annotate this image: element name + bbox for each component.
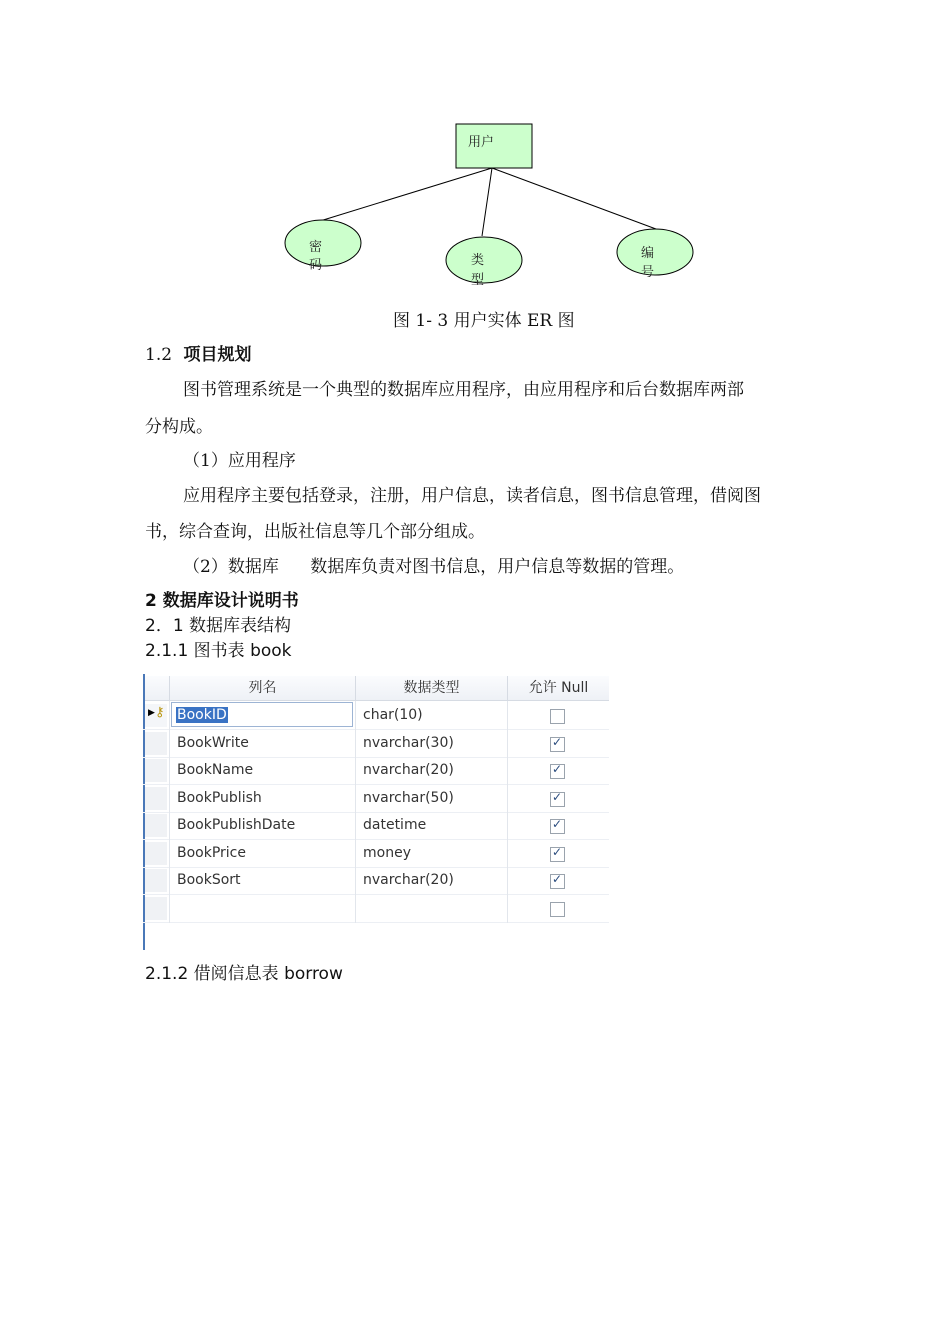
user-entity-er-diagram: [270, 118, 710, 298]
er-attr-number-line2: 号: [641, 265, 655, 280]
row-selector[interactable]: [145, 869, 167, 892]
er-attr-password-ellipse: [285, 220, 361, 266]
er-link-type: [482, 168, 492, 236]
current-row-arrow-icon: ▶: [148, 708, 155, 718]
allow-null-checkbox-checked[interactable]: [550, 764, 565, 779]
allow-null-checkbox-checked[interactable]: [550, 847, 565, 862]
data-type-cell[interactable]: nvarchar(20): [363, 762, 454, 778]
list-item-database-text: 数据库负责对图书信息，用户信息等数据的管理。: [310, 557, 685, 577]
er-attr-password-line2: 码: [309, 258, 323, 273]
row-selector[interactable]: [145, 759, 167, 782]
primary-key-icon: ⚷: [155, 705, 165, 720]
allow-null-checkbox-checked[interactable]: [550, 874, 565, 889]
header-row-selector: [145, 676, 169, 701]
table-row[interactable]: [143, 840, 609, 868]
header-data-type[interactable]: 数据类型: [355, 676, 507, 701]
row-selector[interactable]: [145, 897, 167, 920]
allow-null-checkbox[interactable]: [550, 709, 565, 724]
column-name-cell[interactable]: BookPublishDate: [177, 817, 296, 833]
header-allow-null[interactable]: 允许 Null: [507, 676, 609, 701]
column-divider: [507, 701, 508, 923]
row-selector[interactable]: [145, 814, 167, 837]
para2-line2: 书，综合查询，出版社信息等几个部分组成。: [145, 522, 485, 542]
row-selector[interactable]: [145, 732, 167, 755]
table-row[interactable]: [143, 895, 609, 923]
para1-line1: 图书管理系统是一个典型的数据库应用程序，由应用程序和后台数据库两部: [183, 380, 744, 400]
table-row[interactable]: [143, 757, 609, 785]
er-attr-number-ellipse: [617, 229, 693, 275]
allow-null-checkbox-checked[interactable]: [550, 737, 565, 752]
table-row[interactable]: [143, 867, 609, 895]
list-item-application: （1）应用程序: [183, 451, 296, 471]
column-divider: [355, 701, 356, 923]
er-attr-type-line2: 型: [471, 273, 485, 288]
row-selector[interactable]: [145, 704, 167, 727]
data-type-cell[interactable]: nvarchar(20): [363, 872, 454, 888]
table-row[interactable]: [143, 702, 609, 730]
list-item-database-label: （2）数据库: [183, 557, 279, 577]
selected-text: BookID: [177, 707, 227, 723]
row-selector[interactable]: [145, 842, 167, 865]
column-name-input-selected[interactable]: [171, 702, 353, 727]
er-attr-number-line1: 编: [641, 246, 655, 261]
book-table-designer: [143, 674, 613, 952]
list-item-database: [183, 556, 684, 578]
section-1-2-number: 1.2: [145, 345, 173, 365]
header-column-name[interactable]: 列名: [169, 676, 355, 701]
column-name-cell[interactable]: BookWrite: [177, 734, 249, 751]
allow-null-checkbox-checked[interactable]: [550, 792, 565, 807]
column-name-cell[interactable]: BookName: [177, 762, 254, 778]
column-name-cell[interactable]: BookPublish: [177, 789, 262, 806]
column-divider: [169, 701, 170, 923]
table-row[interactable]: [143, 730, 609, 758]
section-2-1-1-heading: 2.1.1 图书表 book: [145, 641, 292, 661]
data-type-cell[interactable]: char(10): [363, 707, 423, 723]
figure-caption: 图 1- 3 用户实体 ER 图: [393, 311, 575, 331]
data-type-cell[interactable]: nvarchar(30): [363, 734, 454, 751]
er-attr-type-line1: 类: [471, 253, 485, 268]
er-link-number: [492, 168, 656, 229]
para1-line2: 分构成。: [145, 417, 213, 437]
allow-null-checkbox[interactable]: [550, 902, 565, 917]
column-name-cell[interactable]: BookPrice: [177, 844, 246, 861]
er-link-password: [320, 168, 492, 221]
er-attr-password-line1: 密: [309, 240, 323, 255]
para2-line1: 应用程序主要包括登录，注册，用户信息，读者信息，图书信息管理，借阅图: [183, 486, 761, 506]
row-selector[interactable]: [145, 787, 167, 810]
er-entity-label: 用户: [468, 135, 495, 150]
section-1-2-title: 项目规划: [183, 345, 252, 365]
allow-null-checkbox-checked[interactable]: [550, 819, 565, 834]
data-type-cell[interactable]: nvarchar(50): [363, 789, 454, 806]
section-2-1-heading: 2．1 数据库表结构: [145, 616, 292, 636]
section-2-heading: 2 数据库设计说明书: [145, 591, 299, 611]
section-2-1-2-heading: 2.1.2 借阅信息表 borrow: [145, 964, 343, 984]
data-type-cell[interactable]: money: [363, 844, 411, 861]
table-row[interactable]: [143, 812, 609, 840]
section-1-2-heading: [145, 344, 251, 366]
data-type-cell[interactable]: datetime: [363, 817, 427, 833]
table-row[interactable]: [143, 785, 609, 813]
column-name-cell[interactable]: BookSort: [177, 872, 241, 888]
